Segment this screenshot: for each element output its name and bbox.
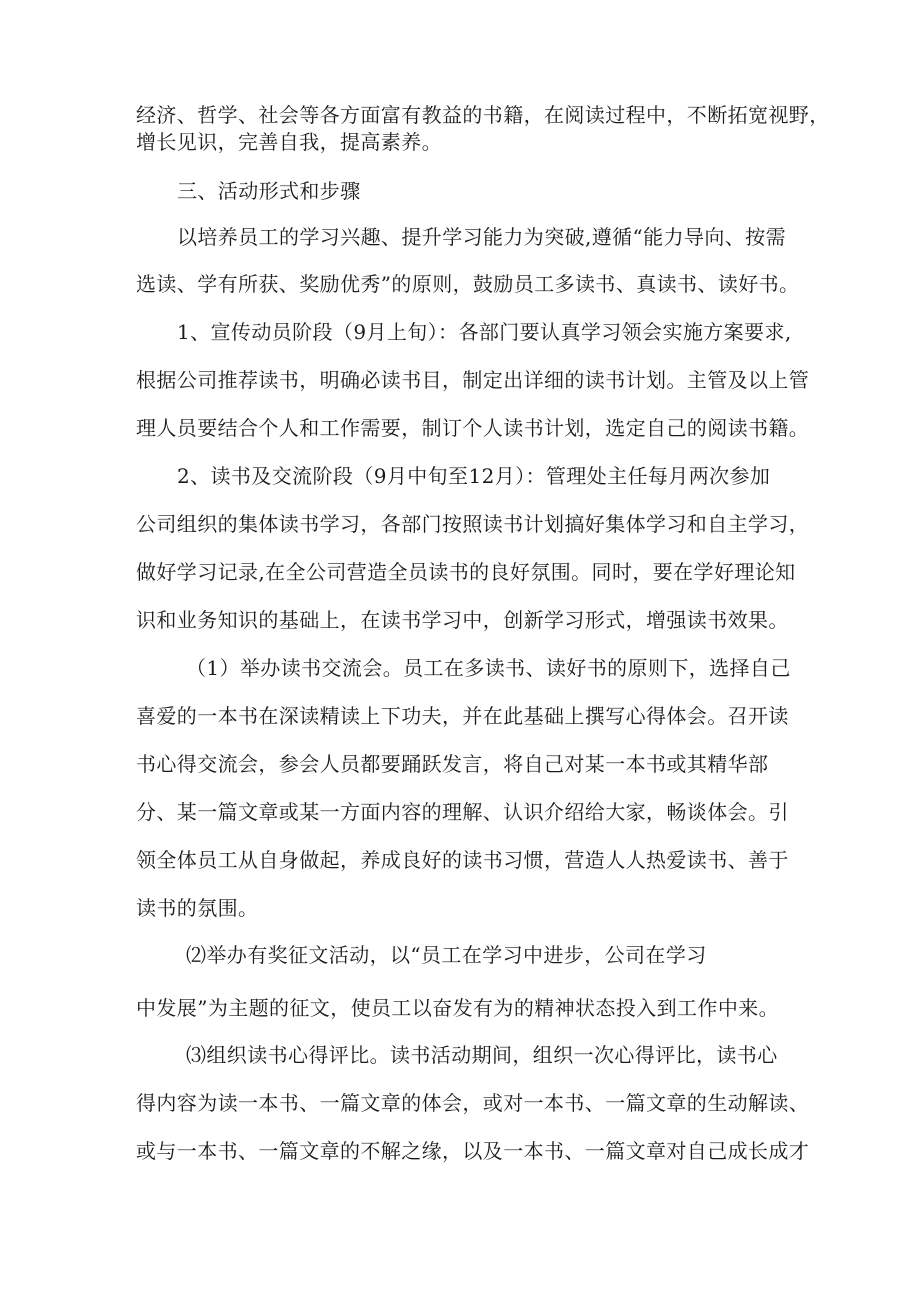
paragraph-line: 得内容为读一本书、一篇文章的体会，或对一本书、一篇文章的生动解读、 [136, 1091, 810, 1115]
paragraph-line: 或与一本书、一篇文章的不解之缘，以及一本书、一篇文章对自己成长成才 [136, 1139, 810, 1163]
paragraph-line: 根据公司推荐读书，明确必读书目，制定出详细的读书计划。主管及以上管 [136, 368, 810, 392]
paragraph-line: 书心得交流会，参会人员都要踊跃发言，将自己对某一本书或其精华部 [136, 752, 769, 776]
paragraph-line: 分、某一篇文章或某一方面内容的理解、认识介绍给大家，畅谈体会。引 [136, 800, 789, 824]
section-heading: 三、活动形式和步骤 [177, 179, 361, 203]
paragraph-line: 经济、哲学、社会等各方面富有教益的书籍，在阅读过程中，不断拓宽视野， [136, 103, 830, 127]
paragraph-line: 中发展”为主题的征文，使员工以奋发有为的精神状态投入到工作中来。 [136, 996, 780, 1020]
paragraph-line: 做好学习记录,在全公司营造全员读书的良好氛围。同时，要在学好理论知 [136, 560, 796, 584]
paragraph-line: 喜爱的一本书在深读精读上下功夫，并在此基础上撰写心得体会。召开读 [136, 704, 789, 728]
paragraph-line: 领全体员工从自身做起，养成良好的读书习惯，营造人人热爱读书、善于 [136, 848, 789, 872]
paragraph-line: 增长见识，完善自我，提高素养。 [136, 130, 442, 154]
paragraph-line: 2、读书及交流阶段（9月中旬至12月）：管理处主任每月两次参加 [177, 464, 771, 488]
paragraph-line: 1、宣传动员阶段（9月上旬）：各部门要认真学习领会实施方案要求, [177, 320, 792, 344]
paragraph-line: ⑵举办有奖征文活动，以“员工在学习中进步，公司在学习 [186, 943, 707, 967]
paragraph-line: 理人员要结合个人和工作需要，制订个人读书计划，选定自己的阅读书籍。 [136, 416, 810, 440]
paragraph-line: 公司组织的集体读书学习，各部门按照读书计划搞好集体学习和自主学习， [136, 512, 810, 536]
paragraph-line: （1）举办读书交流会。员工在多读书、读好书的原则下，选择自己 [186, 656, 791, 680]
paragraph-line: ⑶组织读书心得评比。读书活动期间，组织一次心得评比，读书心 [186, 1043, 778, 1067]
paragraph-line: 选读、学有所获、奖励优秀”的原则，鼓励员工多读书、真读书、读好书。 [136, 272, 800, 296]
paragraph-line: 识和业务知识的基础上，在读书学习中，创新学习形式，增强读书效果。 [136, 608, 789, 632]
paragraph-line: 以培养员工的学习兴趣、提升学习能力为突破,遵循“能力导向、按需 [177, 225, 786, 249]
paragraph-line: 读书的氛围。 [136, 896, 259, 920]
